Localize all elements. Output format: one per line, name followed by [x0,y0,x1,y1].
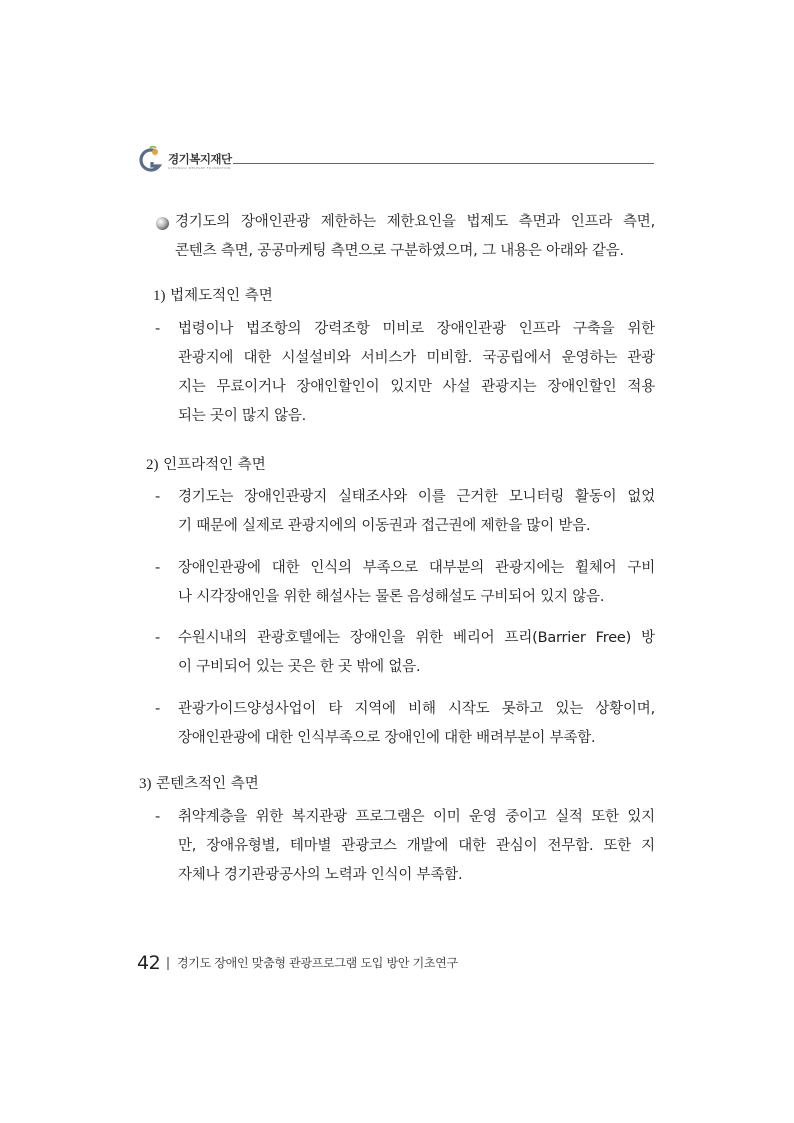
section-2-item-2-dash: - [155,560,161,576]
org-name: 경기복지재단 [168,152,232,166]
round-bullet-icon [155,216,170,231]
page-number: 42 [137,952,161,974]
section-2-item-2-line-2: 나 시각장애인을 위한 해설사는 물론 음성해설도 구비되어 있지 않음. [178,589,605,605]
section-3-number: 3) [139,776,152,792]
footer-separator [167,957,169,970]
section-1-item-1-dash: - [155,321,161,337]
foundation-logo-icon [137,146,165,176]
section-2-item-3-line-1: 수원시내의 관광호텔에는 장애인을 위한 베리어 프리(Barrier Free) 방 [178,630,655,646]
section-2-title: 인프라적인 측면 [163,457,266,473]
page-header [137,146,654,176]
org-subtitle: GYEONGGI WELFARE FOUNDATION [168,166,231,170]
section-2-item-3-dash: - [155,630,161,646]
section-2-heading [146,455,266,475]
footer-title: 경기도 장애인 맞춤형 관광프로그램 도입 방안 기초연구 [177,956,458,970]
header-divider [233,163,654,164]
section-2-item-3-line-2: 이 구비되어 있는 곳은 한 곳 밖에 없음. [178,659,421,675]
section-3-item-1-line-3: 자체나 경기관광공사의 노력과 인식이 부족함. [178,867,463,883]
section-1-item-1-line-3: 지는 무료이거나 장애인할인이 있지만 사설 관광지는 장애인할인 적용 [178,379,655,395]
intro-line-2: 콘텐츠 측면, 공공마케팅 측면으로 구분하였으며, 그 내용은 아래와 같음. [175,243,624,259]
section-3-item-1-line-1: 취약계층을 위한 복지관광 프로그램은 이미 운영 중이고 실적 또한 있지 [178,809,655,825]
section-3-title: 콘텐츠적인 측면 [156,776,259,792]
section-2-item-1-dash: - [155,489,161,505]
section-2-item-1-line-1: 경기도는 장애인관광지 실태조사와 이를 근거한 모니터링 활동이 없었 [178,489,655,505]
section-2-item-2-line-1: 장애인관광에 대한 인식의 부족으로 대부분의 관광지에는 휠체어 구비 [178,560,655,576]
section-1-number: 1) [153,288,166,304]
section-1-heading [153,286,273,306]
section-2-item-4-line-2: 장애인관광에 대한 인식부족으로 장애인에 대한 배려부분이 부족함. [178,730,596,746]
section-2-item-1-line-2: 기 때문에 실제로 관광지에의 이동권과 접근권에 제한을 많이 받음. [178,518,591,534]
section-2-item-4-dash: - [155,701,161,717]
section-3-heading [139,774,259,794]
section-2-number: 2) [146,457,159,473]
section-1-item-1-line-2: 관광지에 대한 시설설비와 서비스가 미비함. 국공립에서 운영하는 관광 [178,350,655,366]
section-2-item-4-line-1: 관광가이드양성사업이 타 지역에 비해 시작도 못하고 있는 상황이며, [178,701,655,717]
section-1-item-1-line-1: 법령이나 법조항의 강력조항 미비로 장애인관광 인프라 구축을 위한 [178,321,655,337]
section-3-item-1-line-2: 만, 장애유형별, 테마별 관광코스 개발에 대한 관심이 전무함. 또한 지 [178,838,655,854]
section-1-title: 법제도적인 측면 [170,288,273,304]
section-3-item-1-dash: - [155,809,161,825]
section-1-item-1-line-4: 되는 곳이 많지 않음. [178,408,307,424]
intro-line-1: 경기도의 장애인관광 제한하는 제한요인을 법제도 측면과 인프라 측면, [175,214,655,230]
